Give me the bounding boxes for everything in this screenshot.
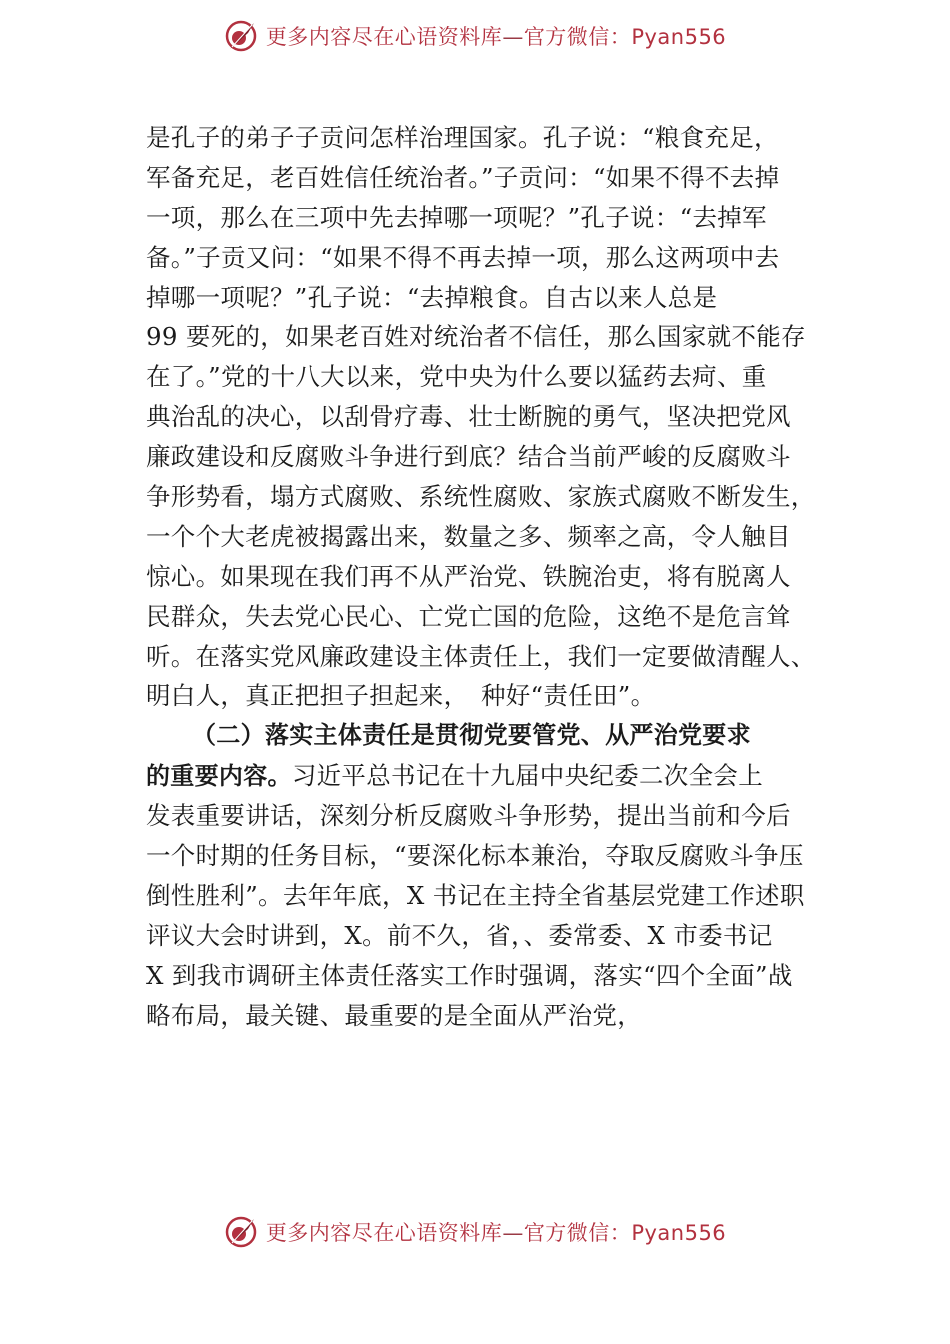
text-line: 略布局，最关键、最重要的是全面从严治党， <box>146 1000 642 1030</box>
text-line: 发表重要讲话，深刻分析反腐败斗争形势，提出当前和今后 <box>146 801 791 831</box>
text-line: 一个时期的任务目标，“要深化标本兼治，夺取反腐败斗争压 <box>146 841 804 871</box>
text-line: 听。在落实党风廉政建设主体责任上，我们一定要做清醒人、 <box>146 641 816 671</box>
text-line: 一项，那么在三项中先去掉哪一项呢？”孔子说：“去掉军 <box>146 202 767 232</box>
footer-wechat-label: 官方微信： <box>523 1221 632 1245</box>
paragraph-2 <box>146 796 836 1035</box>
text-line: 争形势看，塌方式腐败、系统性腐败、家族式腐败不断发生， <box>146 482 816 512</box>
document-body <box>146 118 836 1035</box>
text-line: 军备充足，老百姓信任统治者。”子贡问：“如果不得不去掉 <box>146 162 780 192</box>
section-heading: （二）落实主体责任是贯彻党要管党、从严治党要求 <box>192 721 751 750</box>
paragraph-2-first-line <box>146 756 836 796</box>
text-line: 明白人，真正把担子担起来， 种好“责任田”。 <box>146 681 656 711</box>
footer-banner-title: 更多内容尽在心语资料库 <box>265 1221 503 1245</box>
header-wechat-id: Pyan556 <box>631 25 727 49</box>
text-line: 惊心。如果现在我们再不从严治党、铁腕治吏，将有脱离人 <box>146 561 791 591</box>
footer-banner <box>0 1212 950 1252</box>
text-line: 一个个大老虎被揭露出来，数量之多、频率之高，令人触目 <box>146 521 791 551</box>
text-line: 掉哪一项呢？”孔子说：“去掉粮食。自古以来人总是 <box>146 282 718 312</box>
paragraph-2-text: 习近平总书记在十九届中央纪委二次全会上 <box>291 761 764 791</box>
header-banner-title: 更多内容尽在心语资料库 <box>265 25 503 49</box>
header-separator: — <box>502 25 524 49</box>
quill-seal-logo-icon <box>224 1215 258 1249</box>
footer-separator: — <box>502 1221 524 1245</box>
text-line: 倒性胜利”。去年年底，X 书记在主持全省基层党建工作述职 <box>146 880 805 910</box>
text-line: 是孔子的弟子子贡问怎样治理国家。孔子说：“粮食充足， <box>146 123 779 152</box>
footer-wechat-id: Pyan556 <box>631 1221 727 1245</box>
header-wechat-label: 官方微信： <box>523 25 632 49</box>
text-line: 99 要死的，如果老百姓对统治者不信任，那么国家就不能存 <box>146 322 806 352</box>
text-line: X 到我市调研主体责任落实工作时强调，落实“四个全面”战 <box>146 960 793 990</box>
section-heading-continuation: 的重要内容。 <box>146 762 292 791</box>
text-line: 廉政建设和反腐败斗争进行到底？结合当前严峻的反腐败斗 <box>146 442 791 472</box>
text-line: 典治乱的决心，以刮骨疗毒、壮士断腕的勇气，坚决把党风 <box>146 402 791 432</box>
paragraph-1 <box>146 118 836 716</box>
text-line: 评议大会时讲到，X。前不久，省，、委常委、X 市委书记 <box>146 920 773 950</box>
text-line: 民群众，失去党心民心、亡党亡国的危险，这绝不是危言耸 <box>146 601 791 631</box>
quill-seal-logo-icon <box>224 19 258 53</box>
text-line: 备。”子贡又问：“如果不得不再去掉一项，那么这两项中去 <box>146 242 780 272</box>
text-line: 在了。”党的十八大以来，党中央为什么要以猛药去疴、重 <box>146 362 767 392</box>
header-banner <box>0 16 950 56</box>
